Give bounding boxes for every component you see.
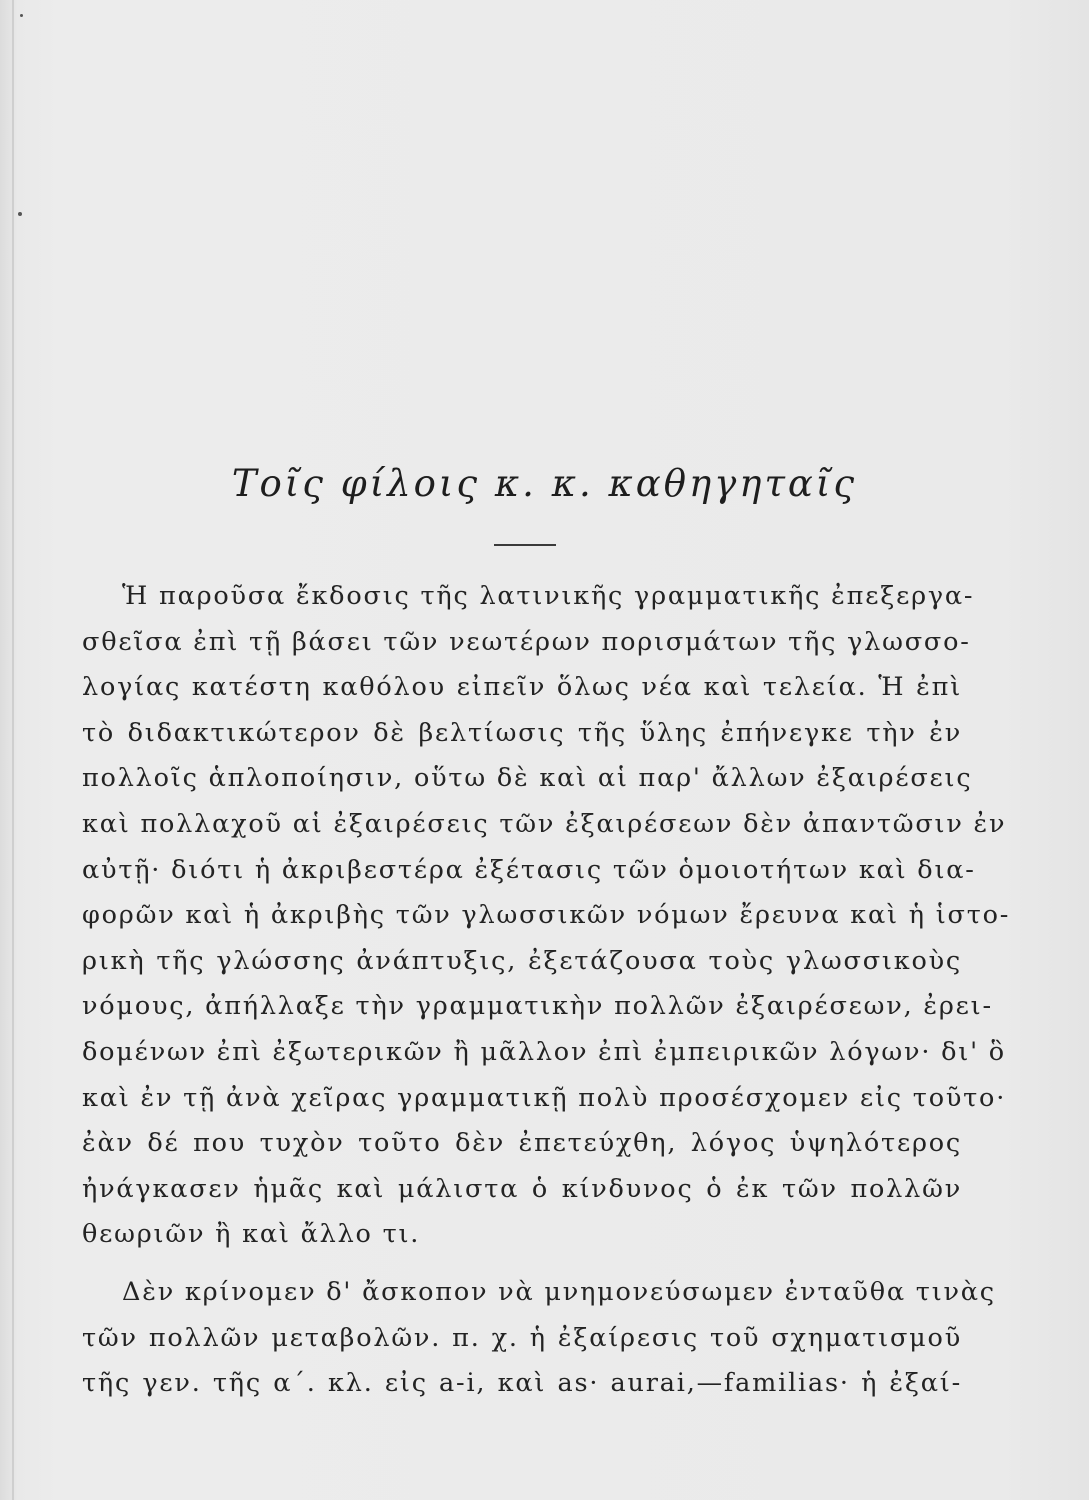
print-speck [20,14,23,17]
dedication-heading: Τοῖς φίλοις κ. κ. καθηγηταῖς [231,462,858,505]
heading-divider [494,544,556,546]
text-line: ἐὰν δέ που τυχὸν τοῦτο δὲν ἐπετεύχθη, λόγος ὑψηλότερος [82,1128,962,1159]
text-line: σθεῖσα ἐπὶ τῇ βάσει τῶν νεωτέρων πορισμάτων τῆς γλωσσο- [82,626,971,657]
page-edge-shadow [12,0,14,1500]
paragraph-gap [82,1258,962,1270]
text-line: λογίας κατέστη καθόλου εἰπεῖν ὅλως νέα καὶ τελεία. Ἡ ἐπὶ [82,672,962,703]
paragraph-2 [82,1270,996,1407]
text-line: τὸ διδακτικώτερον δὲ βελτίωσις τῆς ὕλης ἐπήνεγκε τὴν ἐν [82,717,962,748]
text-line: Δὲν κρίνομεν δ' ἄσκοπον νὰ μνημονεύσωμεν ἐνταῦθα τινὰς [122,1276,996,1307]
text-line: πολλοῖς ἁπλοποίησιν, οὕτω δὲ καὶ αἱ παρ' ἄλλων ἐξαιρέσεις [82,763,973,794]
text-line: νόμους, ἀπήλλαξε τὴν γραμματικὴν πολλῶν ἐξαιρέσεων, ἐρει- [82,991,993,1022]
paragraph-1 [82,574,1011,1258]
text-line: ρικὴ τῆς γλώσσης ἀνάπτυξις, ἐξετάζουσα τοὺς γλωσσικοὺς [82,945,962,976]
text-line: φορῶν καὶ ἡ ἀκριβὴς τῶν γλωσσικῶν νόμων ἔρευνα καὶ ἡ ἱστο- [82,900,1011,931]
text-line: τῆς γεν. τῆς α΄. κλ. εἰς a-i, καὶ as· aurai,—familias· ἡ ἐξαί- [82,1368,962,1399]
text-line: αὐτῇ· διότι ἡ ἀκριβεστέρα ἐξέτασις τῶν ὁμοιοτήτων καὶ δια- [82,854,976,885]
text-line: Ἡ παροῦσα ἔκδοσις τῆς λατινικῆς γραμματικῆς ἐπεξεργα- [122,581,975,611]
print-speck [18,212,22,216]
text-line: καὶ πολλαχοῦ αἱ ἐξαιρέσεις τῶν ἐξαιρέσεων δὲν ἀπαντῶσιν ἐν [82,808,1007,839]
body-text [82,574,1011,1407]
text-line: ἠνάγκασεν ἡμᾶς καὶ μάλιστα ὁ κίνδυνος ὁ ἐκ τῶν πολλῶν [82,1173,962,1204]
text-line: τῶν πολλῶν μεταβολῶν. π. χ. ἡ ἐξαίρεσις τοῦ σχηματισμοῦ [82,1322,962,1353]
text-line: θεωριῶν ἢ καὶ ἄλλο τι. [82,1219,421,1250]
text-line: καὶ ἐν τῇ ἀνὰ χεῖρας γραμματικῇ πολὺ προσέσχομεν εἰς τοῦτο· [82,1082,1007,1113]
text-line: δομένων ἐπὶ ἐξωτερικῶν ἢ μᾶλλον ἐπὶ ἐμπειρικῶν λόγων· δι' ὃ [82,1036,1006,1067]
